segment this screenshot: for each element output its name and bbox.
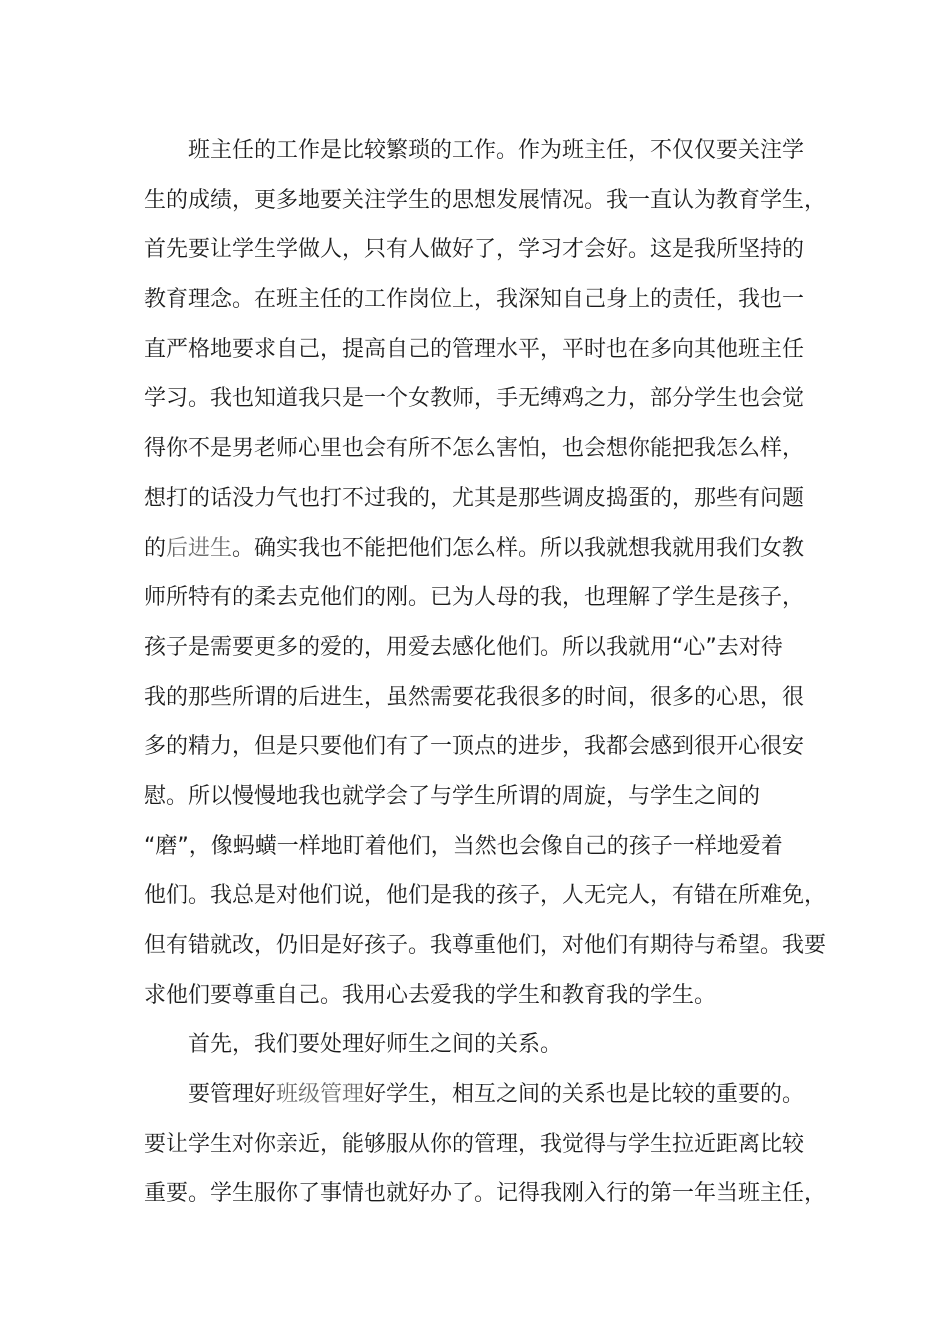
text-fragment: 要管理好 xyxy=(188,1082,277,1108)
text-line: 重要。学生服你了事情也就好办了。记得我刚入行的第一年当班主任， xyxy=(144,1181,827,1207)
text-line-with-link xyxy=(144,524,814,574)
text-line: 师所特有的柔去克他们的刚。已为人母的我，也理解了学生是孩子， xyxy=(144,585,805,611)
text-line: 学习。我也知道我只是一个女教师，手无缚鸡之力，部分学生也会觉 xyxy=(144,386,805,412)
text-line: 生的成绩，更多地要关注学生的思想发展情况。我一直认为教育学生， xyxy=(144,187,827,213)
text-line: 我的那些所谓的后进生，虽然需要花我很多的时间，很多的心思，很 xyxy=(144,684,805,710)
document-body xyxy=(144,126,827,1219)
text-line: 要让学生对你亲近，能够服从你的管理，我觉得与学生拉近距离比较 xyxy=(144,1131,805,1157)
text-line: 孩子是需要更多的爱的，用爱去感化他们。所以我就用“心”去对待 xyxy=(144,634,783,660)
text-fragment: 的 xyxy=(144,535,167,561)
text-line: 直严格地要求自己，提高自己的管理水平，平时也在多向其他班主任 xyxy=(144,336,805,362)
text-fragment: 好学生，相互之间的关系也是比较的重要的。 xyxy=(364,1082,805,1108)
text-line: 求他们要尊重自己。我用心去爱我的学生和教育我的学生。 xyxy=(144,982,717,1008)
text-line: 班主任的工作是比较繁琐的工作。作为班主任，不仅仅要关注学 xyxy=(188,138,805,163)
text-line: 教育理念。在班主任的工作岗位上，我深知自己身上的责任，我也一 xyxy=(144,287,805,313)
text-line: 但有错就改，仍旧是好孩子。我尊重他们，对他们有期待与希望。我要 xyxy=(144,933,827,958)
text-line: 首先要让学生学做人，只有人做好了，学习才会好。这是我所坚持的 xyxy=(144,237,805,263)
link-houjinsheng[interactable]: 后进生 xyxy=(166,535,233,561)
text-fragment: 。确实我也不能把他们怎么样。所以我就想我就用我们女教 xyxy=(232,535,805,561)
text-line: 他们。我总是对他们说，他们是我的孩子，人无完人，有错在所难免， xyxy=(144,883,827,909)
text-line: 得你不是男老师心里也会有所不怎么害怕，也会想你能把我怎么样， xyxy=(144,436,805,462)
text-line: 首先，我们要处理好师生之间的关系。 xyxy=(188,1032,563,1058)
paragraph-1 xyxy=(144,126,827,1020)
paragraph-3 xyxy=(144,1070,827,1219)
text-line: 想打的话没力气也打不过我的，尤其是那些调皮捣蛋的，那些有问题 xyxy=(144,485,805,511)
text-line: 多的精力，但是只要他们有了一顶点的进步，我都会感到很开心很安 xyxy=(144,734,805,760)
text-line: 慰。所以慢慢地我也就学会了与学生所谓的周旋，与学生之间的 xyxy=(144,783,761,809)
text-line-with-link xyxy=(144,1070,814,1120)
paragraph-2 xyxy=(144,1020,814,1070)
link-banji-guanli[interactable]: 班级管理 xyxy=(276,1082,365,1108)
text-line: “磨”，像蚂蟥一样地盯着他们，当然也会像自己的孩子一样地爱着 xyxy=(144,833,783,859)
